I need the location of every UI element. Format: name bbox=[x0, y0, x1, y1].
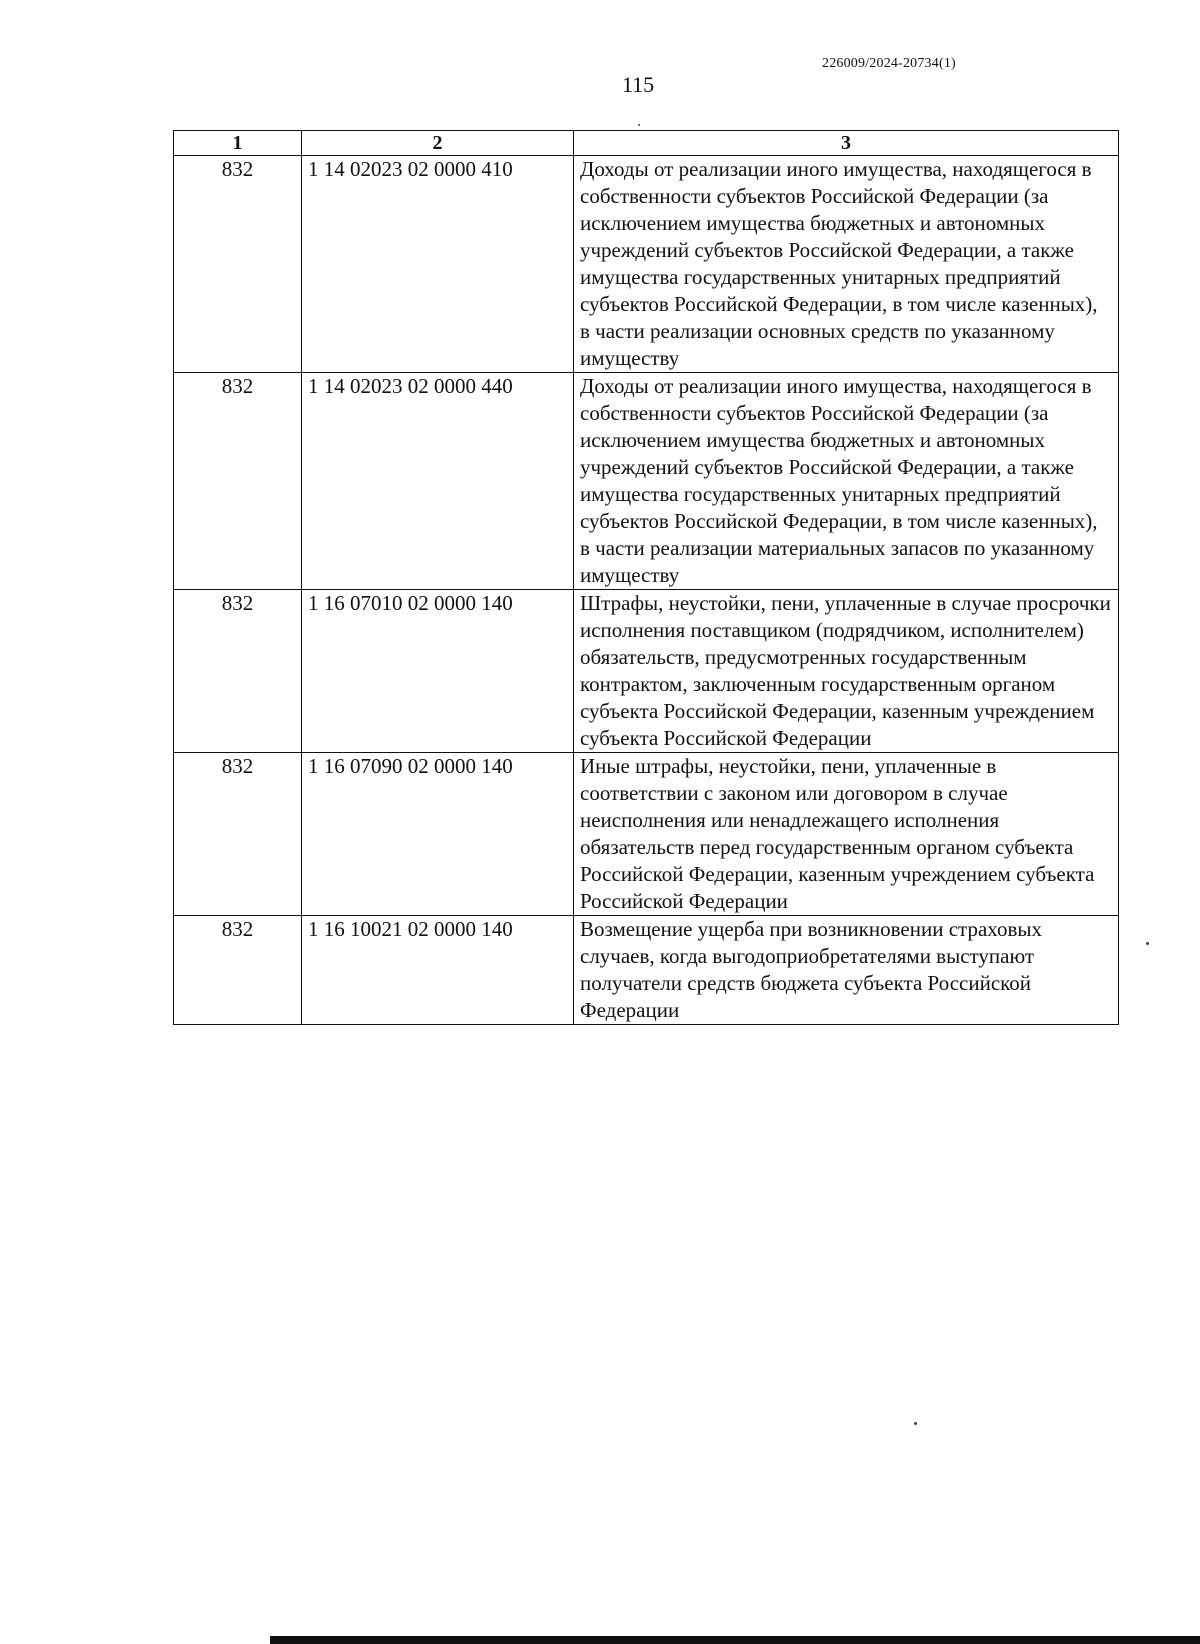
document-id: 226009/2024-20734(1) bbox=[822, 56, 956, 71]
revenue-codes-table bbox=[173, 130, 1119, 1025]
chapter-code-cell: 832 bbox=[174, 156, 302, 373]
revenue-code-cell: 1 14 02023 02 0000 410 bbox=[302, 156, 574, 373]
chapter-code-cell: 832 bbox=[174, 373, 302, 590]
scan-edge-bar bbox=[270, 1636, 1200, 1644]
table-row bbox=[174, 156, 1119, 373]
chapter-code-cell: 832 bbox=[174, 590, 302, 753]
column-header-2: 2 bbox=[302, 131, 574, 156]
column-header-3: 3 bbox=[574, 131, 1119, 156]
revenue-name-cell: Штрафы, неустойки, пени, уплаченные в случае просрочки исполнения поставщиком (подрядчиком, исполнителем) обязательств, предусмотренных государственным контрактом, заключенным государственным органом субъекта Российской Федерации, казенным учреждением субъекта Российской Федерации bbox=[574, 590, 1119, 753]
page-number: 115 bbox=[622, 72, 655, 97]
revenue-code-cell: 1 16 10021 02 0000 140 bbox=[302, 916, 574, 1025]
table-row bbox=[174, 753, 1119, 916]
scan-speck bbox=[914, 1422, 917, 1425]
table-row bbox=[174, 373, 1119, 590]
column-header-1: 1 bbox=[174, 131, 302, 156]
scan-speck bbox=[638, 124, 640, 126]
table-row bbox=[174, 916, 1119, 1025]
chapter-code-cell: 832 bbox=[174, 753, 302, 916]
revenue-code-cell: 1 16 07090 02 0000 140 bbox=[302, 753, 574, 916]
revenue-name-cell: Возмещение ущерба при возникновении страховых случаев, когда выгодоприобретателями выступают получатели средств бюджета субъекта Российской Федерации bbox=[574, 916, 1119, 1025]
table-row bbox=[174, 590, 1119, 753]
revenue-name-cell: Доходы от реализации иного имущества, находящегося в собственности субъектов Российской Федерации (за исключением имущества бюджетных и автономных учреждений субъектов Российской Федерации, а также имущества государственных унитарных предприятий субъектов Российской Федерации, в том числе казенных), в части реализации материальных запасов по указанному имуществу bbox=[574, 373, 1119, 590]
revenue-code-cell: 1 16 07010 02 0000 140 bbox=[302, 590, 574, 753]
revenue-name-cell: Иные штрафы, неустойки, пени, уплаченные в соответствии с законом или договором в случае неисполнения или ненадлежащего исполнения обязательств перед государственным органом субъекта Российской Федерации, казенным учреждением субъекта Российской Федерации bbox=[574, 753, 1119, 916]
scan-speck bbox=[1146, 942, 1149, 945]
table-header-row bbox=[174, 131, 1119, 156]
revenue-code-cell: 1 14 02023 02 0000 440 bbox=[302, 373, 574, 590]
chapter-code-cell: 832 bbox=[174, 916, 302, 1025]
revenue-name-cell: Доходы от реализации иного имущества, находящегося в собственности субъектов Российской Федерации (за исключением имущества бюджетных и автономных учреждений субъектов Российской Федерации, а также имущества государственных унитарных предприятий субъектов Российской Федерации, в том числе казенных), в части реализации основных средств по указанному имуществу bbox=[574, 156, 1119, 373]
